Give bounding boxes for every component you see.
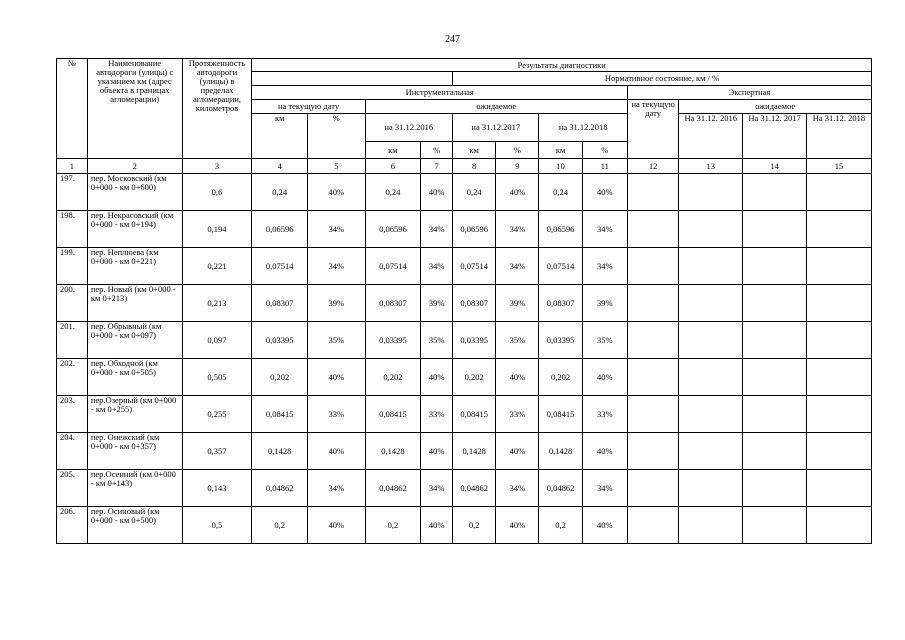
- pct-2017-cell: 39%: [496, 285, 539, 322]
- column-number: 13: [679, 159, 743, 174]
- expert-empty-cell: [743, 507, 807, 544]
- current-km-cell: 0,03395: [252, 322, 308, 359]
- expert-empty-cell: [806, 396, 871, 433]
- road-name-cell: пер. Неплюева (км 0+000 - км 0+221): [87, 248, 182, 285]
- header-expected: ожидаемое: [365, 100, 627, 114]
- pct-2018-cell: 40%: [582, 174, 627, 211]
- table-row: [57, 248, 872, 285]
- expert-empty-cell: [743, 433, 807, 470]
- expert-empty-cell: [806, 322, 871, 359]
- column-number: 8: [453, 159, 496, 174]
- row-number-cell: 202.: [57, 359, 88, 396]
- header-2018-pct: %: [582, 142, 627, 159]
- pct-2017-cell: 35%: [496, 322, 539, 359]
- road-name-cell: пер. Обходной (км 0+000 - км 0+505): [87, 359, 182, 396]
- header-normative-state: Нормативное состояние, км / %: [453, 72, 872, 86]
- road-name-cell: пер. Обрывный (км 0+000 - км 0+097): [87, 322, 182, 359]
- km-2016-cell: 0,202: [365, 359, 421, 396]
- current-pct-cell: 39%: [308, 285, 366, 322]
- km-2018-cell: 0,1428: [539, 433, 582, 470]
- current-km-cell: 0,07514: [252, 248, 308, 285]
- diagnostics-table: [56, 58, 872, 544]
- header-current-date: на текущую дату: [252, 100, 365, 114]
- km-2018-cell: 0,08415: [539, 396, 582, 433]
- row-number-cell: 199.: [57, 248, 88, 285]
- road-length-cell: 0,6: [182, 174, 252, 211]
- table-row: [57, 433, 872, 470]
- column-number: 11: [582, 159, 627, 174]
- expert-empty-cell: [806, 211, 871, 248]
- pct-2018-cell: 33%: [582, 396, 627, 433]
- km-2016-cell: 0,03395: [365, 322, 421, 359]
- road-length-cell: 0,194: [182, 211, 252, 248]
- table-row: [57, 211, 872, 248]
- header-expert: Экспертная: [627, 86, 871, 100]
- road-name-cell: пер. Осиновый (км 0+000 - км 0+500): [87, 507, 182, 544]
- expert-empty-cell: [627, 285, 678, 322]
- expert-empty-cell: [627, 174, 678, 211]
- header-2016-pct: %: [421, 142, 453, 159]
- current-km-cell: 0,24: [252, 174, 308, 211]
- road-name-cell: пер.Осенний (км 0+000 - км 0+143): [87, 470, 182, 507]
- expert-empty-cell: [806, 359, 871, 396]
- header-blank: [252, 72, 453, 86]
- km-2017-cell: 0,2: [453, 507, 496, 544]
- km-2017-cell: 0,1428: [453, 433, 496, 470]
- expert-empty-cell: [806, 433, 871, 470]
- km-2017-cell: 0,08415: [453, 396, 496, 433]
- pct-2016-cell: 35%: [421, 322, 453, 359]
- column-number: 3: [182, 159, 252, 174]
- expert-empty-cell: [679, 248, 743, 285]
- pct-2017-cell: 40%: [496, 359, 539, 396]
- expert-empty-cell: [627, 470, 678, 507]
- pct-2016-cell: 39%: [421, 285, 453, 322]
- current-km-cell: 0,04862: [252, 470, 308, 507]
- column-number: 12: [627, 159, 678, 174]
- header-expert-2018: На 31.12. 2018: [806, 114, 871, 159]
- road-name-cell: пер. Московский (км 0+000 - км 0+600): [87, 174, 182, 211]
- current-km-cell: 0,06596: [252, 211, 308, 248]
- table-row: [57, 396, 872, 433]
- expert-empty-cell: [679, 322, 743, 359]
- expert-empty-cell: [627, 211, 678, 248]
- pct-2017-cell: 33%: [496, 396, 539, 433]
- header-expert-2016: На 31.12. 2016: [679, 114, 743, 159]
- column-number: 9: [496, 159, 539, 174]
- pct-2017-cell: 40%: [496, 174, 539, 211]
- header-expert-expected: ожидаемое: [679, 100, 872, 114]
- km-2017-cell: 0,202: [453, 359, 496, 396]
- header-2017-pct: %: [496, 142, 539, 159]
- table-row: [57, 322, 872, 359]
- pct-2016-cell: 33%: [421, 396, 453, 433]
- row-number-cell: 203.: [57, 396, 88, 433]
- header-2017-km: км: [453, 142, 496, 159]
- column-number: 7: [421, 159, 453, 174]
- column-number: 6: [365, 159, 421, 174]
- header-expert-current-date: на текущую дату: [627, 100, 678, 159]
- km-2016-cell: 0,06596: [365, 211, 421, 248]
- expert-empty-cell: [743, 211, 807, 248]
- column-number: 14: [743, 159, 807, 174]
- column-numbers-row: [57, 159, 872, 174]
- current-pct-cell: 33%: [308, 396, 366, 433]
- km-2017-cell: 0,07514: [453, 248, 496, 285]
- current-km-cell: 0,2: [252, 507, 308, 544]
- expert-empty-cell: [627, 433, 678, 470]
- pct-2017-cell: 34%: [496, 211, 539, 248]
- road-length-cell: 0,143: [182, 470, 252, 507]
- km-2017-cell: 0,08307: [453, 285, 496, 322]
- road-length-cell: 0,5: [182, 507, 252, 544]
- current-pct-cell: 34%: [308, 470, 366, 507]
- table-body: [57, 174, 872, 544]
- table-row: [57, 359, 872, 396]
- expert-empty-cell: [627, 507, 678, 544]
- page-number: 247: [445, 34, 460, 45]
- expert-empty-cell: [679, 507, 743, 544]
- header-expert-2017: На 31.12. 2017: [743, 114, 807, 159]
- pct-2017-cell: 40%: [496, 507, 539, 544]
- pct-2018-cell: 40%: [582, 433, 627, 470]
- column-number: 15: [806, 159, 871, 174]
- current-pct-cell: 40%: [308, 507, 366, 544]
- header-current-km: км: [252, 114, 308, 159]
- expert-empty-cell: [627, 248, 678, 285]
- pct-2018-cell: 35%: [582, 322, 627, 359]
- km-2017-cell: 0,06596: [453, 211, 496, 248]
- column-number: 4: [252, 159, 308, 174]
- expert-empty-cell: [806, 285, 871, 322]
- expert-empty-cell: [679, 285, 743, 322]
- header-date-2016: на 31.12.2016: [365, 114, 452, 142]
- expert-empty-cell: [743, 174, 807, 211]
- pct-2018-cell: 40%: [582, 507, 627, 544]
- pct-2016-cell: 34%: [421, 211, 453, 248]
- pct-2016-cell: 40%: [421, 174, 453, 211]
- expert-empty-cell: [806, 248, 871, 285]
- current-pct-cell: 40%: [308, 174, 366, 211]
- road-name-cell: пер. Новый (км 0+000 - км 0+213): [87, 285, 182, 322]
- expert-empty-cell: [743, 359, 807, 396]
- current-km-cell: 0,1428: [252, 433, 308, 470]
- km-2016-cell: 0,07514: [365, 248, 421, 285]
- current-pct-cell: 40%: [308, 433, 366, 470]
- row-number-cell: 197.: [57, 174, 88, 211]
- table-row: [57, 285, 872, 322]
- current-km-cell: 0,08307: [252, 285, 308, 322]
- pct-2018-cell: 34%: [582, 470, 627, 507]
- km-2018-cell: 0,04862: [539, 470, 582, 507]
- row-number-cell: 201.: [57, 322, 88, 359]
- pct-2018-cell: 34%: [582, 211, 627, 248]
- km-2018-cell: 0,08307: [539, 285, 582, 322]
- header-instrumental: Инструментальная: [252, 86, 627, 100]
- expert-empty-cell: [627, 396, 678, 433]
- column-number: 2: [87, 159, 182, 174]
- pct-2017-cell: 40%: [496, 433, 539, 470]
- road-length-cell: 0,357: [182, 433, 252, 470]
- road-name-cell: пер. Некрасовский (км 0+000 - км 0+194): [87, 211, 182, 248]
- header-2016-km: км: [365, 142, 421, 159]
- pct-2016-cell: 34%: [421, 470, 453, 507]
- header-2018-km: км: [539, 142, 582, 159]
- row-number-cell: 198.: [57, 211, 88, 248]
- header-date-2018: на 31.12.2018: [539, 114, 627, 142]
- pct-2018-cell: 34%: [582, 248, 627, 285]
- km-2018-cell: 0,07514: [539, 248, 582, 285]
- current-km-cell: 0,08415: [252, 396, 308, 433]
- pct-2018-cell: 40%: [582, 359, 627, 396]
- km-2016-cell: 0,08307: [365, 285, 421, 322]
- expert-empty-cell: [679, 396, 743, 433]
- table-row: [57, 470, 872, 507]
- column-number: 5: [308, 159, 366, 174]
- header-diagnostics-results: Результаты диагностики: [252, 59, 872, 72]
- expert-empty-cell: [806, 174, 871, 211]
- current-km-cell: 0,202: [252, 359, 308, 396]
- header-date-2017: на 31.12.2017: [453, 114, 539, 142]
- header-road-name: Наименование автодороги (улицы) с указанием км (адрес объекта в границах агломерации): [87, 59, 182, 159]
- column-number: 10: [539, 159, 582, 174]
- expert-empty-cell: [679, 470, 743, 507]
- pct-2017-cell: 34%: [496, 470, 539, 507]
- row-number-cell: 206.: [57, 507, 88, 544]
- km-2018-cell: 0,03395: [539, 322, 582, 359]
- current-pct-cell: 34%: [308, 248, 366, 285]
- expert-empty-cell: [743, 248, 807, 285]
- km-2016-cell: 0,1428: [365, 433, 421, 470]
- expert-empty-cell: [743, 396, 807, 433]
- current-pct-cell: 34%: [308, 211, 366, 248]
- expert-empty-cell: [679, 174, 743, 211]
- expert-empty-cell: [743, 470, 807, 507]
- row-number-cell: 205.: [57, 470, 88, 507]
- road-length-cell: 0,505: [182, 359, 252, 396]
- expert-empty-cell: [743, 285, 807, 322]
- expert-empty-cell: [806, 470, 871, 507]
- row-number-cell: 204.: [57, 433, 88, 470]
- km-2016-cell: 0,04862: [365, 470, 421, 507]
- km-2016-cell: 0,24: [365, 174, 421, 211]
- column-number: 1: [57, 159, 88, 174]
- current-pct-cell: 35%: [308, 322, 366, 359]
- pct-2016-cell: 40%: [421, 433, 453, 470]
- km-2017-cell: 0,24: [453, 174, 496, 211]
- km-2016-cell: 0,2: [365, 507, 421, 544]
- expert-empty-cell: [627, 359, 678, 396]
- header-current-pct: %: [308, 114, 366, 159]
- km-2018-cell: 0,202: [539, 359, 582, 396]
- road-length-cell: 0,221: [182, 248, 252, 285]
- km-2017-cell: 0,04862: [453, 470, 496, 507]
- road-name-cell: пер.Озерный (км 0+000 - км 0+255): [87, 396, 182, 433]
- km-2016-cell: 0,08415: [365, 396, 421, 433]
- expert-empty-cell: [679, 211, 743, 248]
- km-2017-cell: 0,03395: [453, 322, 496, 359]
- header-no: №: [57, 59, 88, 159]
- pct-2016-cell: 40%: [421, 359, 453, 396]
- table-header: [57, 59, 872, 174]
- km-2018-cell: 0,2: [539, 507, 582, 544]
- road-length-cell: 0,097: [182, 322, 252, 359]
- pct-2016-cell: 40%: [421, 507, 453, 544]
- table-row: [57, 507, 872, 544]
- header-length: Протяженность автодороги (улицы) в пределах агломерации, километров: [182, 59, 252, 159]
- pct-2016-cell: 34%: [421, 248, 453, 285]
- pct-2018-cell: 39%: [582, 285, 627, 322]
- expert-empty-cell: [743, 322, 807, 359]
- expert-empty-cell: [627, 322, 678, 359]
- road-length-cell: 0,213: [182, 285, 252, 322]
- km-2018-cell: 0,24: [539, 174, 582, 211]
- current-pct-cell: 40%: [308, 359, 366, 396]
- road-name-cell: пер. Онежский (км 0+000 - км 0+357): [87, 433, 182, 470]
- km-2018-cell: 0,06596: [539, 211, 582, 248]
- table-row: [57, 174, 872, 211]
- expert-empty-cell: [679, 433, 743, 470]
- road-length-cell: 0,255: [182, 396, 252, 433]
- expert-empty-cell: [806, 507, 871, 544]
- expert-empty-cell: [679, 359, 743, 396]
- pct-2017-cell: 34%: [496, 248, 539, 285]
- row-number-cell: 200.: [57, 285, 88, 322]
